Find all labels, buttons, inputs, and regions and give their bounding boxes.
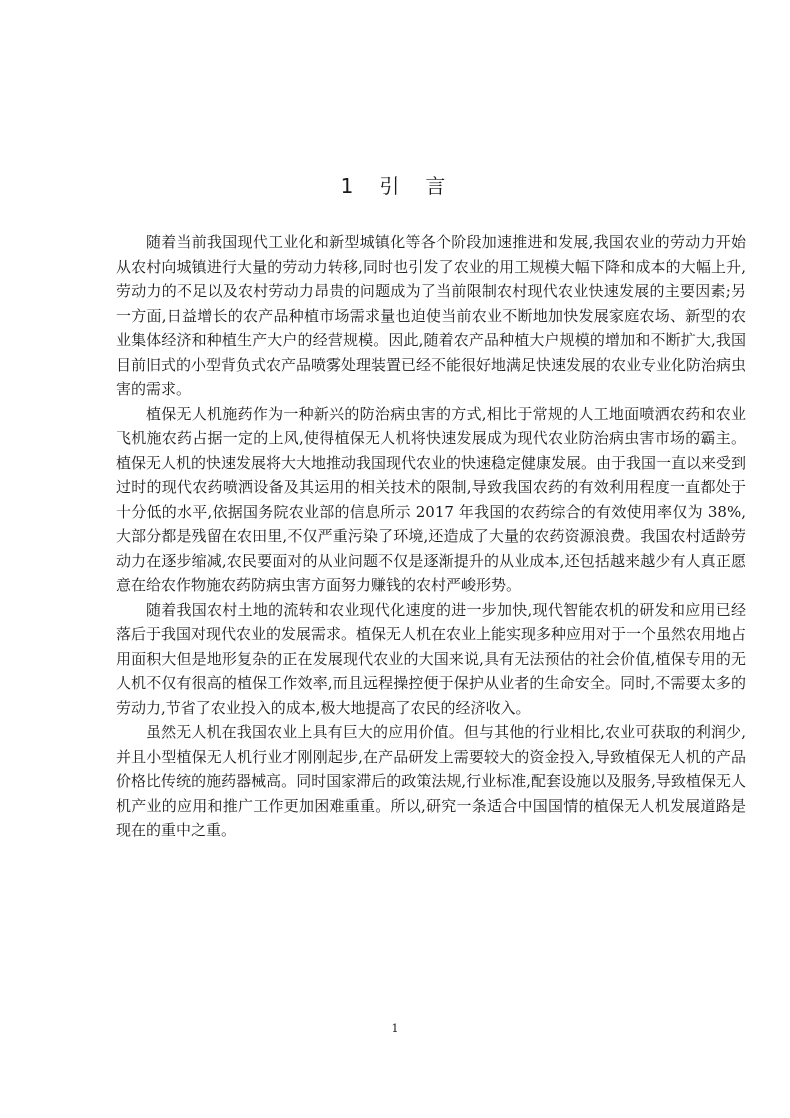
section-body (116, 230, 746, 843)
section-number: 1 (340, 174, 358, 198)
section-heading (0, 170, 790, 199)
section-title-char-2: 言 (425, 174, 450, 198)
paragraph-3: 随着我国农村土地的流转和农业现代化速度的进一步加快,现代智能农机的研发和应用已经落后于我国对现代农业的发展需求。植保无人机在农业上能实现多种应用对于一个虽然农用地占用面积大但是地形复杂的正在发展现代农业的大国来说,具有无法预估的社会价值,植保专用的无人机不仅有很高的植保工作效率,而且远程操控便于保护从业者的生命安全。同时,不需要太多的劳动力,节省了农业投入的成本,极大地提高了农民的经济收入。 (116, 600, 747, 717)
paragraph-1: 随着当前我国现代工业化和新型城镇化等各个阶段加速推进和发展,我国农业的劳动力开始从农村向城镇进行大量的劳动力转移,同时也引发了农业的用工规模大幅下降和成本的大幅上升,劳动力的不足以及农村劳动力昂贵的问题成为了当前限制农村现代农业快速发展的主要因素;另一方面,日益增长的农产品种植市场需求量也迫使当前农业不断地加快发展家庭农场、新型的农业集体经济和种植生产大户的经营规模。因此,随着农产品种植大户规模的增加和不断扩大,我国目前旧式的小型背负式农产品喷雾处理装置已经不能很好地满足快速发展的农业专业化防治病虫害的需求。 (116, 233, 747, 398)
paragraph-2: 植保无人机施药作为一种新兴的防治病虫害的方式,相比于常规的人工地面喷洒农药和农业飞机施农药占据一定的上风,使得植保无人机将快速发展成为现代农业防治病虫害市场的霸主。植保无人机的快速发展将大大地推动我国现代农业的快速稳定健康发展。由于我国一直以来受到过时的现代农药喷洒设备及其运用的相关技术的限制,导致我国农药的有效利用程度一直都处于十分低的水平,依据国务院农业部的信息所示 2017 年我国的农药综合的有效使用率仅为 38%,大部分都是残留在农田里,不仅严重污染了环境,还造成了大量的农药资源浪费。我国农村适龄劳动力在逐步缩减,农民要面对的从业问题不仅是逐渐提升的从业成本,还包括越来越少有人真正愿意在给农作物施农药防病虫害方面努力赚钱的农村严峻形势。 (116, 404, 747, 594)
paragraph-4: 虽然无人机在我国农业上具有巨大的应用价值。但与其他的行业相比,农业可获取的利润少,并且小型植保无人机行业才刚刚起步,在产品研发上需要较大的资金投入,导致植保无人机的产品价格比传统的施药器械高。同时国家滞后的政策法规,行业标准,配套设施以及服务,导致植保无人机产业的应用和推广工作更加困难重重。所以,研究一条适合中国国情的植保无人机发展道路是现在的重中之重。 (116, 723, 746, 839)
section-title-char-1: 引 (379, 174, 404, 198)
page-number: 1 (391, 1022, 399, 1035)
